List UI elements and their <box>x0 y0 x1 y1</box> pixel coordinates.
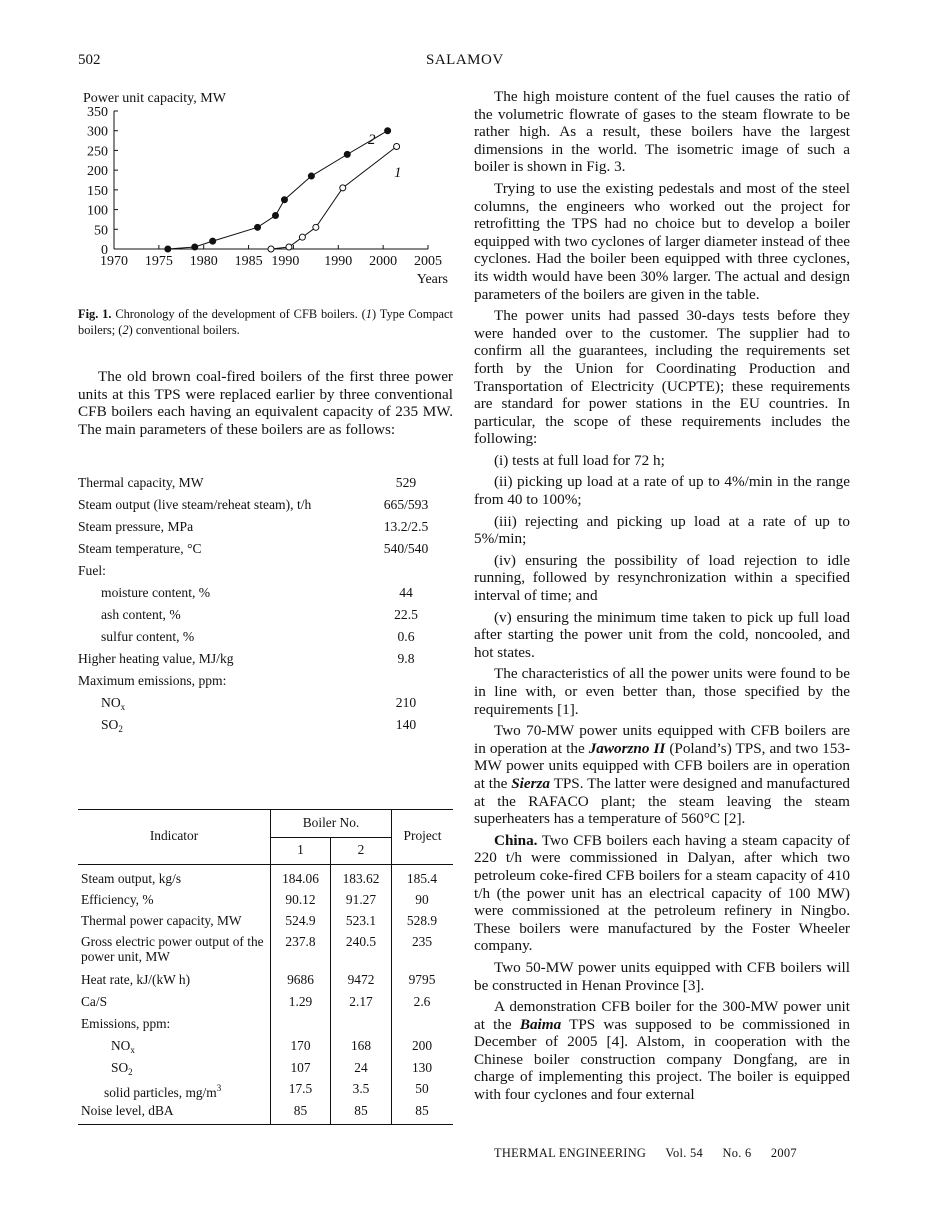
parameter-label <box>101 582 210 604</box>
data-point-series-1 <box>394 143 400 149</box>
cell-boiler-2: 91.27 <box>345 892 377 907</box>
parameter-value: 529 <box>395 475 417 490</box>
parameter-value: 0.6 <box>397 629 415 644</box>
caption-legend-2-num: 2 <box>122 323 129 337</box>
data-point-series-2 <box>344 151 350 157</box>
header-boiler-1: 1 <box>297 842 304 857</box>
y-tick-label: 100 <box>87 203 108 219</box>
series-label-1: 1 <box>394 165 402 181</box>
cell-project: 528.9 <box>406 913 438 928</box>
parameter-label-text: SO <box>101 717 119 732</box>
parameter-label-text: Steam pressure, MPa <box>78 519 194 534</box>
table-rule <box>271 837 392 838</box>
row-indicator: Noise level, dBA <box>81 1103 174 1118</box>
row-subscript: x <box>130 1045 135 1055</box>
parameter-label-text: ash content, % <box>101 607 181 622</box>
parameter-label-text: Thermal capacity, MW <box>78 475 204 490</box>
row-indicator: NO <box>111 1038 131 1053</box>
section-lead: China. <box>494 831 538 849</box>
parameter-row <box>78 472 453 494</box>
text-run: TPS was supposed to be commissioned in December of 2005 [4]. Alstom, in cooperation with the Chinese boiler construction company Dongfang, are in charge of implementing this project. The boiler is equipped with four cyclones and four external <box>474 1015 850 1104</box>
parameter-label <box>101 714 123 740</box>
data-point-series-2 <box>255 224 261 230</box>
cell-boiler-2: 2.17 <box>349 994 373 1009</box>
cell-project: 85 <box>415 1103 429 1118</box>
data-point-series-2 <box>385 128 391 134</box>
row-indicator: Thermal power capacity, MW <box>81 913 242 928</box>
table-row <box>104 1081 268 1100</box>
x-tick-label: 2005 <box>414 254 442 269</box>
cell-project: 2.6 <box>413 994 431 1009</box>
y-tick-label: 50 <box>94 223 108 239</box>
plant-name: Sierza <box>511 774 551 792</box>
header-project: Project <box>403 828 442 843</box>
paragraph: Trying to use the existing pedestals and most of the steel columns, the engineers who worked out the project for retrofitting the TPS had no choice but to develop a boiler equipped with two cyclones of larger diameter instead of thee cyclones. Had the boiler been equipped with three cyclones, its width would have been 30% larger. The actual and design parameters of the boilers are given in the table. <box>474 179 850 303</box>
row-indicator: SO <box>111 1060 129 1075</box>
parameter-subscript: 2 <box>118 724 123 734</box>
cell-boiler-1: 17.5 <box>288 1081 313 1096</box>
page-number: 502 <box>78 52 101 68</box>
data-point-series-2 <box>165 246 171 252</box>
row-indicator: Efficiency, % <box>81 892 154 907</box>
row-indicator: Gross electric power output of the power unit, MW <box>81 934 264 964</box>
x-tick-label: 2000 <box>369 254 398 269</box>
data-point-series-2 <box>210 238 216 244</box>
data-point-series-2 <box>192 244 198 250</box>
parameter-label <box>78 538 202 560</box>
header-boiler-2: 2 <box>357 842 365 857</box>
series-line-1 <box>271 146 397 249</box>
cell-boiler-1: 170 <box>290 1038 311 1053</box>
cell-boiler-1: 1.29 <box>288 994 313 1009</box>
cell-boiler-1: 9686 <box>287 972 314 987</box>
parameter-label <box>78 516 193 538</box>
paragraph <box>474 832 850 955</box>
table-rule <box>78 809 453 810</box>
header-boiler-no: Boiler No. <box>302 815 360 830</box>
parameter-label <box>78 648 234 670</box>
text-run: Two CFB boilers each having a steam capacity of 220 t/h were commissioned in Dalyan, after which two petroleum coke-fired CFB boilers for a steam capacity of 410 t/h (the power unit has an electrical capacity of 100 MW) were commissioned at the petroleum refinery in Ningbo. These boilers were manufactured by the Foster Wheeler company. <box>474 831 850 955</box>
parameter-row <box>78 494 453 516</box>
figure-1-chart <box>78 84 458 294</box>
journal-footer <box>494 1146 813 1161</box>
cell-boiler-1: 85 <box>293 1103 308 1118</box>
parameter-value: 13.2/2.5 <box>383 519 429 534</box>
parameter-label <box>78 494 311 516</box>
figure-caption: Fig. 1. Chronology of the development of CFB boilers. (1) Type Compact boilers; (2) conventional boilers. <box>78 307 453 337</box>
parameter-value: 140 <box>395 717 417 732</box>
paragraph: Two 50-MW power units equipped with CFB boilers will be constructed in Henan Province [3]. <box>474 958 850 994</box>
row-indicator: Ca/S <box>81 994 108 1009</box>
caption-legend-1-text: Type Compact boilers; <box>78 307 453 337</box>
data-point-series-1 <box>299 234 305 240</box>
parameter-row <box>78 648 453 670</box>
y-tick-label: 300 <box>87 124 108 140</box>
cell-boiler-2: 183.62 <box>342 871 380 886</box>
list-item: (ii) picking up load at a rate of up to 4%/min in the range from 40 to 100%; <box>474 473 850 509</box>
caption-legend-1-num: 1 <box>365 307 372 321</box>
data-point-series-1 <box>340 185 346 191</box>
running-title: SALAMOV <box>426 52 504 68</box>
parameter-label-text: Steam output (live steam/reheat steam), t/h <box>78 497 312 512</box>
paragraph: The power units had passed 30-days tests before they were handed over to the customer. The supplier had to confirm all the guarantees, including the requirements set forth by the Union for Coordinating Production and Transportation of Electricity (UCPTE); these requirements are standard for power stations in the EU countries. In particular, the scope of these requirements includes the following: <box>474 307 850 448</box>
parameter-row <box>78 692 453 714</box>
parameter-row <box>78 626 453 648</box>
list-item: (iv) ensuring the possibility of load rejection to idle running, followed by resynchronization within a specified interval of time; and <box>474 551 850 605</box>
journal-volume: Vol. 54 <box>665 1146 704 1160</box>
cell-boiler-1: 237.8 <box>285 934 316 949</box>
parameter-row <box>78 714 453 736</box>
parameter-row <box>78 582 453 604</box>
cell-project: 50 <box>415 1081 429 1096</box>
plant-name: Jaworzno II <box>588 739 666 757</box>
parameter-label <box>78 670 226 692</box>
paragraph: The old brown coal-fired boilers of the first three power units at this TPS were replaced earlier by three conventional CFB boilers each having an equivalent capacity of 235 MW. The main parameters of these boilers are as follows: <box>78 368 453 438</box>
y-tick-label: 150 <box>87 183 108 199</box>
header-indicator: Indicator <box>149 828 199 843</box>
cell-project: 185.4 <box>406 871 438 886</box>
data-point-series-2 <box>272 212 278 218</box>
cell-boiler-1: 524.9 <box>285 913 316 928</box>
cell-boiler-1: 90.12 <box>285 892 316 907</box>
cell-boiler-1: 107 <box>290 1060 311 1075</box>
parameter-label-text: Maximum emissions, ppm: <box>78 673 227 688</box>
parameter-row <box>78 516 453 538</box>
cell-boiler-2: 3.5 <box>352 1081 370 1096</box>
parameter-row <box>78 538 453 560</box>
cell-project: 200 <box>411 1038 433 1053</box>
right-column-text <box>474 88 850 1108</box>
parameter-label <box>78 560 106 582</box>
x-axis-label: Years <box>416 272 448 287</box>
table-row <box>111 1060 268 1080</box>
table-row <box>81 871 268 886</box>
list-item: (v) ensuring the minimum time taken to pick up full load after starting the power unit from the cold, noncooled, and hot states. <box>474 608 850 661</box>
table-row <box>81 1103 268 1118</box>
cell-boiler-2: 523.1 <box>345 913 377 928</box>
x-tick-label: 1990 <box>324 254 353 269</box>
table-row <box>81 934 268 964</box>
table-row <box>81 913 268 928</box>
data-point-series-1 <box>286 244 292 250</box>
parameter-label-text: Higher heating value, MJ/kg <box>78 651 234 666</box>
paragraph <box>474 722 850 828</box>
text-run: TPS. The latter were designed and manufactured at the RAFACO plant; the steam leaving the steam superheaters has a temperature of 560°C [2]. <box>474 774 850 828</box>
list-item: (i) tests at full load for 72 h; <box>494 451 665 469</box>
table-row <box>81 994 268 1009</box>
paragraph: The high moisture content of the fuel causes the ratio of the volumetric flowrate of gases to the steam flowrate to be rather high. As a result, these boilers have the largest dimensions in the world. The isometric image of such a boiler is shown in Fig. 3. <box>474 88 850 176</box>
x-tick-label: 1985 <box>234 254 263 269</box>
data-point-series-1 <box>268 246 274 252</box>
cell-project: 90 <box>415 892 429 907</box>
row-indicator: Emissions, ppm: <box>81 1016 171 1031</box>
table-rule <box>78 1124 453 1125</box>
x-tick-label: 1980 <box>189 254 218 269</box>
caption-label: Fig. 1. <box>78 307 112 321</box>
parameter-value: 22.5 <box>394 607 418 622</box>
left-column-text <box>78 368 453 442</box>
y-tick-label: 250 <box>87 144 108 160</box>
parameter-value: 540/540 <box>383 541 429 556</box>
data-point-series-2 <box>281 197 287 203</box>
text-run: (Poland’s) TPS, and two 153-MW power units equipped with CFB boilers are in operation at the <box>474 739 851 792</box>
cell-project: 235 <box>411 934 433 949</box>
parameter-value: 665/593 <box>383 497 429 512</box>
parameter-row <box>78 560 453 582</box>
x-tick-label: 1990 <box>271 254 300 269</box>
paragraph: The characteristics of all the power units were found to be in line with, or even better than, those specified by the requirements [1]. <box>474 665 850 718</box>
caption-legend-2-text: conventional boilers. <box>135 323 240 337</box>
caption-text: Chronology of the development of CFB boilers. <box>115 307 358 321</box>
parameter-value: 210 <box>395 695 417 710</box>
row-indicator: Steam output, kg/s <box>81 871 182 886</box>
row-superscript: 3 <box>216 1083 222 1093</box>
journal-number: No. 6 <box>722 1146 752 1160</box>
row-subscript: 2 <box>128 1067 133 1077</box>
table-row <box>81 1016 268 1031</box>
cell-boiler-1: 184.06 <box>282 871 319 886</box>
parameter-label <box>78 472 204 494</box>
parameter-label-text: NO <box>101 695 121 710</box>
cell-project: 9795 <box>408 972 436 987</box>
parameter-value: 9.8 <box>397 651 415 666</box>
cell-boiler-2: 85 <box>354 1103 368 1118</box>
paragraph <box>474 998 850 1104</box>
cell-boiler-2: 24 <box>354 1060 368 1075</box>
x-tick-label: 1970 <box>100 254 128 269</box>
journal-year: 2007 <box>770 1146 797 1160</box>
plant-name: Baima <box>519 1015 562 1033</box>
table-row <box>111 1038 268 1058</box>
text-run: Two 70-MW power units equipped with CFB boilers are in operation at the <box>474 722 850 757</box>
cell-boiler-2: 9472 <box>347 972 375 987</box>
data-point-series-2 <box>308 173 314 179</box>
journal-name: THERMAL ENGINEERING <box>494 1146 647 1160</box>
parameter-label-text: Steam temperature, °C <box>78 541 202 556</box>
parameter-row <box>78 670 453 692</box>
parameter-subscript: x <box>120 702 126 712</box>
series-line-2 <box>168 131 388 249</box>
cell-boiler-2: 240.5 <box>345 934 377 949</box>
parameter-label-text: sulfur content, % <box>101 629 195 644</box>
cell-boiler-2: 168 <box>350 1038 372 1053</box>
boiler-parameters-list <box>78 472 453 736</box>
table-row <box>81 972 268 987</box>
parameter-label-text: moisture content, % <box>101 585 211 600</box>
y-tick-label: 350 <box>87 105 108 120</box>
parameter-row <box>78 604 453 626</box>
parameter-value: 44 <box>399 585 413 600</box>
row-indicator: solid particles, mg/m <box>104 1085 217 1100</box>
cell-project: 130 <box>411 1060 433 1075</box>
y-axis-label: Power unit capacity, MW <box>83 91 226 106</box>
x-tick-label: 1975 <box>144 254 173 269</box>
series-label-2: 2 <box>368 132 376 148</box>
row-indicator: Heat rate, kJ/(kW h) <box>81 972 191 987</box>
data-point-series-1 <box>313 224 319 230</box>
parameter-label <box>101 604 181 626</box>
parameter-label <box>101 626 194 648</box>
table-rule <box>391 809 392 1124</box>
parameter-label-text: Fuel: <box>78 563 106 578</box>
table-row <box>81 892 268 907</box>
table-rule <box>78 864 453 865</box>
list-item: (iii) rejecting and picking up load at a rate of up to 5%/min; <box>474 512 850 548</box>
y-tick-label: 0 <box>101 243 108 258</box>
text-run: A demonstration CFB boiler for the 300-MW power unit at the <box>474 998 850 1033</box>
y-tick-label: 200 <box>87 164 108 180</box>
